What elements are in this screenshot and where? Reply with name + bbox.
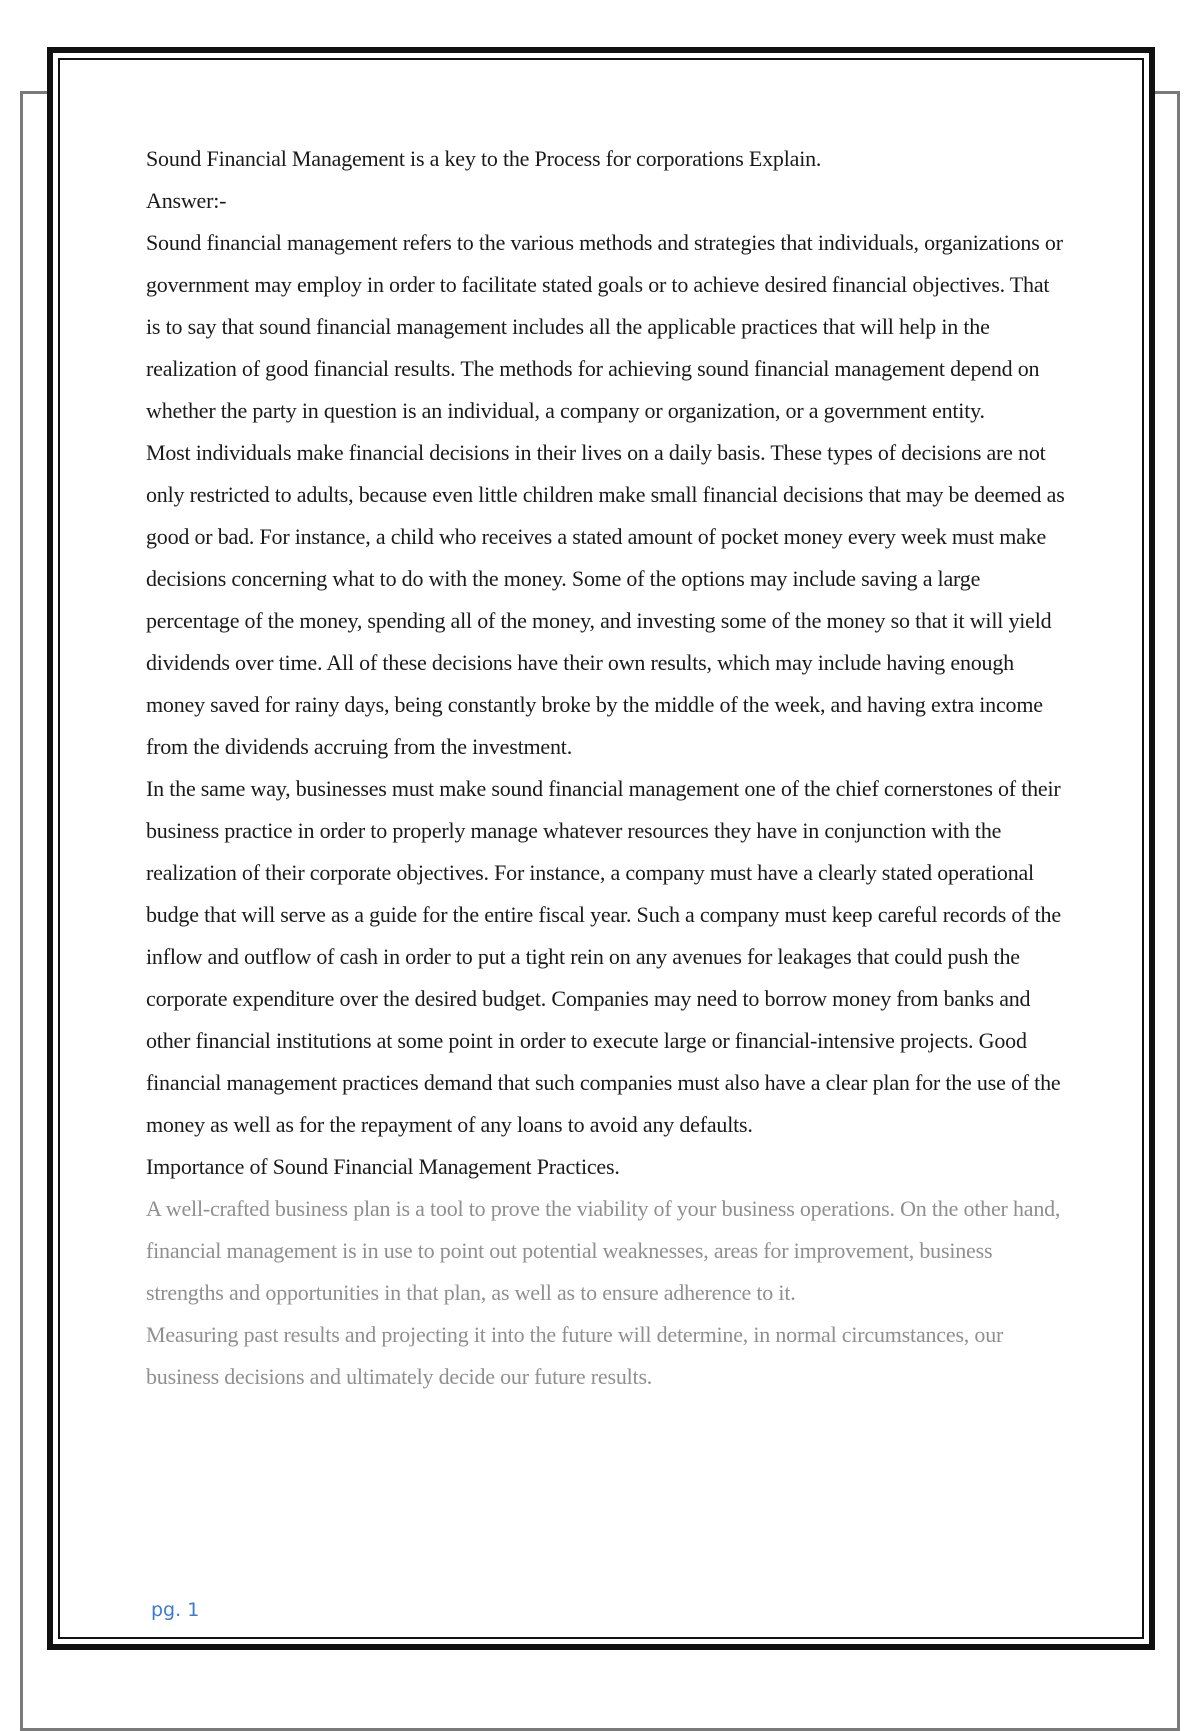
- paragraph-business-plan: A well-crafted business plan is a tool to prove the viability of your business operations. On the other hand, financial management is in use to point out potential weaknesses, areas for improvement, business strengths and opportunities in that plan, as well as to ensure adherence to it.: [146, 1196, 1061, 1305]
- document-body: [146, 138, 1066, 1398]
- answer-label: Answer:-: [146, 188, 227, 213]
- paragraph-individuals: Most individuals make financial decisions in their lives on a daily basis. These types of decisions are not only restricted to adults, because even little children make small financial decisions that may be deemed as good or bad. For instance, a child who receives a stated amount of pocket money every week must make decisions concerning what to do with the money. Some of the options may include saving a large percentage of the money, spending all of the money, and investing some of the money so that it will yield dividends over time. All of these decisions have their own results, which may include having enough money saved for rainy days, being constantly broke by the middle of the week, and having extra income from the dividends accruing from the investment.: [146, 440, 1065, 759]
- page-number: pg. 1: [151, 1599, 200, 1621]
- question-title: Sound Financial Management is a key to the Process for corporations Explain.: [146, 146, 822, 171]
- paragraph-measuring-results: Measuring past results and projecting it into the future will determine, in normal circumstances, our business decisions and ultimately decide our future results.: [146, 1322, 1004, 1389]
- paragraph-definition: Sound financial management refers to the various methods and strategies that individuals, organizations or government may employ in order to facilitate stated goals or to achieve desired financial objectives. That is to say that sound financial management includes all the applicable practices that will help in the realization of good financial results. The methods for achieving sound financial management depend on whether the party in question is an individual, a company or organization, or a government entity.: [146, 230, 1063, 423]
- section-heading-importance: Importance of Sound Financial Management Practices.: [146, 1154, 620, 1179]
- paragraph-businesses: In the same way, businesses must make sound financial management one of the chief cornerstones of their business practice in order to properly manage whatever resources they have in conjunction with the realization of their corporate objectives. For instance, a company must have a clearly stated operational budge that will serve as a guide for the entire fiscal year. Such a company must keep careful records of the inflow and outflow of cash in order to put a tight rein on any avenues for leakages that could push the corporate expenditure over the desired budget. Companies may need to borrow money from banks and other financial institutions at some point in order to execute large or financial-intensive projects. Good financial management practices demand that such companies must also have a clear plan for the use of the money as well as for the repayment of any loans to avoid any defaults.: [146, 776, 1061, 1137]
